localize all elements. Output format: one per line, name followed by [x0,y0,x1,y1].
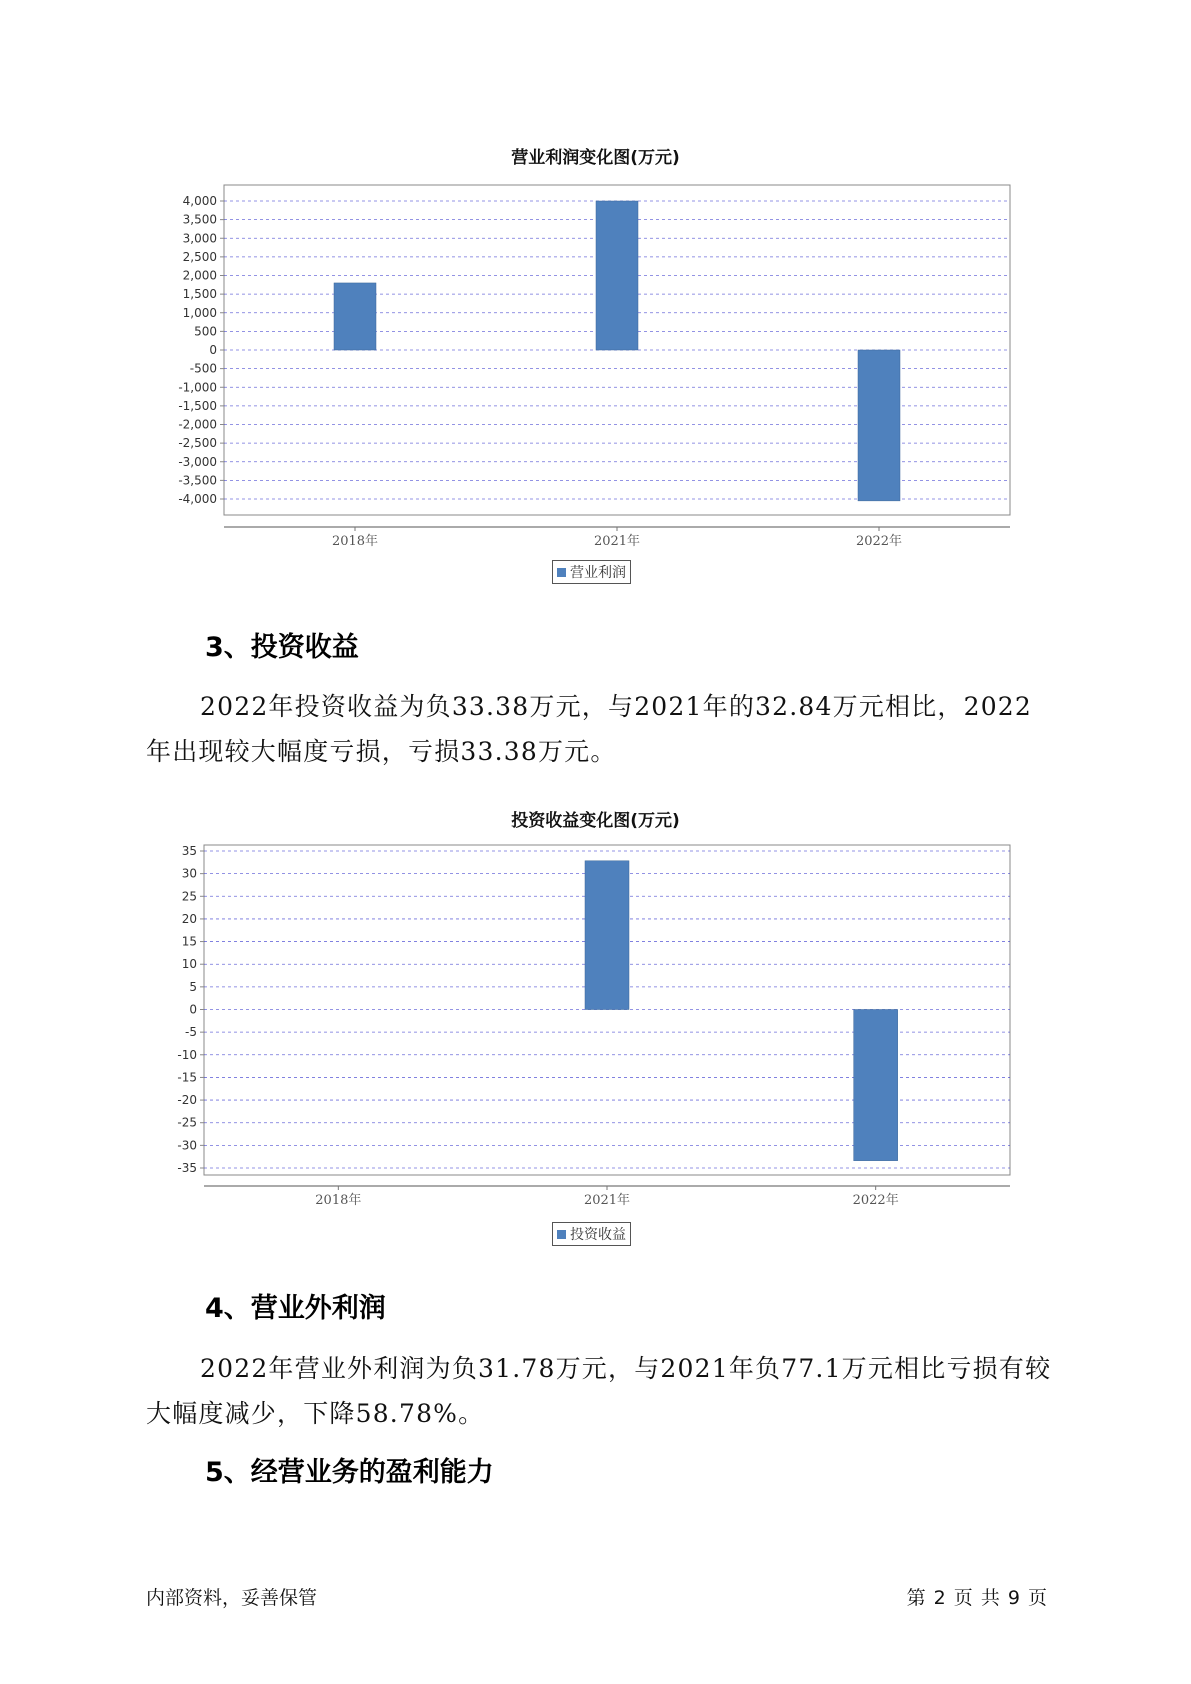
y-tick-label: -35 [177,1161,197,1175]
legend-swatch-icon [557,568,566,577]
chart-title-operating-profit: 营业利润变化图(万元) [511,148,680,168]
bar-2022年 [854,1010,898,1161]
y-tick-label: -10 [177,1047,197,1062]
y-tick-label: 35 [181,844,197,858]
x-tick-label: 2022年 [855,534,903,549]
y-tick-label: -2,000 [178,417,217,432]
y-tick-label: -2,500 [178,436,217,451]
y-tick-label: -3,500 [178,473,217,488]
y-tick-label: 1,500 [182,287,217,302]
y-tick-label: 2,000 [182,268,217,283]
y-tick-label: 15 [181,934,197,949]
y-tick-label: -20 [177,1093,197,1108]
x-tick-label: 2018年 [315,1193,362,1208]
y-tick-label: -3,000 [178,454,217,469]
x-tick-label: 2022年 [852,1193,899,1208]
y-tick-label: 500 [194,324,217,339]
section-heading-non-operating-profit: 4、营业外利润 [205,1293,386,1324]
paragraph-investment-income: 2022年投资收益为负33.38万元，与2021年的32.84万元相比，2022年出现较大幅度亏损，亏损33.38万元。 [146,692,1033,766]
footer-page-number: 第 2 页 共 9 页 [906,1587,1048,1609]
y-tick-label: 30 [181,866,197,881]
y-tick-label: 20 [181,911,197,926]
x-tick-label: 2018年 [331,534,379,549]
y-tick-label: 0 [189,1002,197,1017]
y-tick-label: -1,000 [178,380,217,395]
section-heading-investment-income: 3、投资收益 [205,632,359,663]
legend-operating-profit [552,560,631,584]
bar-2018年 [334,283,376,350]
bar-2022年 [858,350,900,501]
bar-2021年 [585,861,629,1010]
y-tick-label: 1,000 [182,305,217,320]
y-tick-label: -25 [177,1115,197,1130]
y-tick-label: 3,000 [182,231,217,246]
x-tick-label: 2021年 [593,534,641,549]
y-tick-label: 2,500 [182,249,217,264]
y-tick-label: 25 [181,889,197,904]
paragraph-non-operating-profit: 2022年营业外利润为负31.78万元，与2021年负77.1万元相比亏损有较大幅度减少，下降58.78%。 [146,1354,1052,1428]
y-tick-label: -4,000 [178,492,217,506]
y-tick-label: -15 [177,1070,197,1085]
y-tick-label: -30 [177,1138,197,1153]
legend-swatch-icon [557,1230,566,1239]
y-tick-label: -500 [189,361,217,376]
x-tick-label: 2021年 [583,1193,631,1208]
operating-profit-chart [0,170,1191,570]
y-tick-label: 3,500 [182,212,217,227]
legend-investment-income [552,1222,631,1246]
y-tick-label: 0 [209,343,217,357]
chart-title-investment-income: 投资收益变化图(万元) [511,811,680,831]
y-tick-label: -1,500 [178,398,217,413]
footer-confidential-note: 内部资料，妥善保管 [146,1587,318,1609]
section-heading-operating-profitability: 5、经营业务的盈利能力 [205,1457,494,1488]
legend-label: 营业利润 [570,565,626,581]
y-tick-label: 10 [181,957,197,972]
y-tick-label: -5 [185,1025,197,1040]
investment-income-chart [0,833,1191,1233]
legend-label: 投资收益 [570,1227,626,1243]
y-tick-label: 4,000 [182,194,217,208]
bar-2021年 [596,201,638,350]
y-tick-label: 5 [189,979,197,994]
